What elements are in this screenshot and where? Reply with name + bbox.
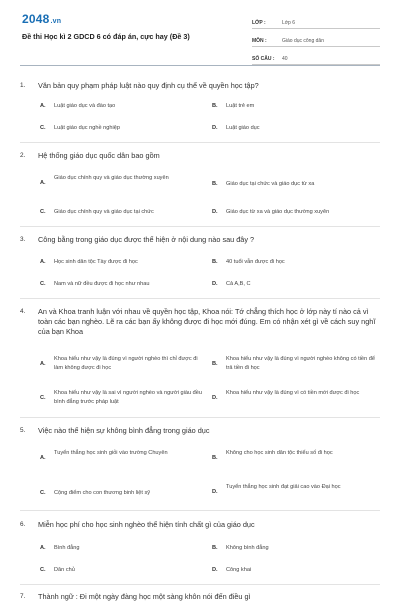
question-separator xyxy=(20,584,380,585)
meta-value: Giáo dục công dân xyxy=(282,38,324,44)
question-separator xyxy=(20,510,380,511)
question-number: 5. xyxy=(20,427,26,434)
meta-label: SỐ CÂU : xyxy=(252,56,275,62)
header-divider xyxy=(20,65,380,66)
question-number: 6. xyxy=(20,521,26,528)
document-title: Đề thi Học kì 2 GDCD 6 có đáp án, cực hay (Đề 3) xyxy=(22,32,190,41)
meta-row-subject xyxy=(252,32,380,47)
meta-row-class xyxy=(252,14,380,29)
question-text: Miễn học phí cho học sinh nghèo thể hiện tính chất gì của giáo dục xyxy=(38,520,255,529)
meta-label: MÔN : xyxy=(252,38,267,44)
question-number: 1. xyxy=(20,82,26,89)
question-separator xyxy=(20,298,380,299)
meta-value: 40 xyxy=(282,56,288,62)
meta-row-count xyxy=(252,50,380,65)
question-separator xyxy=(20,226,380,227)
meta-value: Lớp 6 xyxy=(282,20,296,26)
question-separator xyxy=(20,142,380,143)
site-logo[interactable]: 2048.vn xyxy=(22,12,62,26)
question-number: 4. xyxy=(20,308,26,315)
meta-info xyxy=(252,14,380,68)
question-text: Văn bản quy phạm pháp luật nào quy định cụ thể về quyền học tập? xyxy=(38,81,259,90)
question-text: Hệ thống giáo dục quốc dân bao gồm xyxy=(38,151,160,160)
question-text: Việc nào thể hiện sự không bình đẳng trong giáo dục xyxy=(38,426,210,435)
meta-label: LỚP : xyxy=(252,20,266,26)
question-number: 2. xyxy=(20,152,26,159)
question-separator xyxy=(20,417,380,418)
question-text: Thành ngữ : Đi một ngày đàng học một sàng khôn nói đến điều gì xyxy=(38,592,251,601)
question-number: 7. xyxy=(20,593,26,600)
question-text: An và Khoa tranh luận với nhau về quyền học tập, Khoa nói: Tớ chẳng thích học ở lớp này tí nào cả vì toàn các bạn nghèo. Lẽ ra các bạn ấy không được đi học mới đúng. Em có nhận xét gì về cách suy nghĩ của bạn Khoa xyxy=(38,307,376,336)
document-header xyxy=(0,0,400,66)
question-number: 3. xyxy=(20,236,26,243)
question-text: Công bằng trong giáo dục được thể hiện ở nội dung nào sau đây ? xyxy=(38,235,255,244)
